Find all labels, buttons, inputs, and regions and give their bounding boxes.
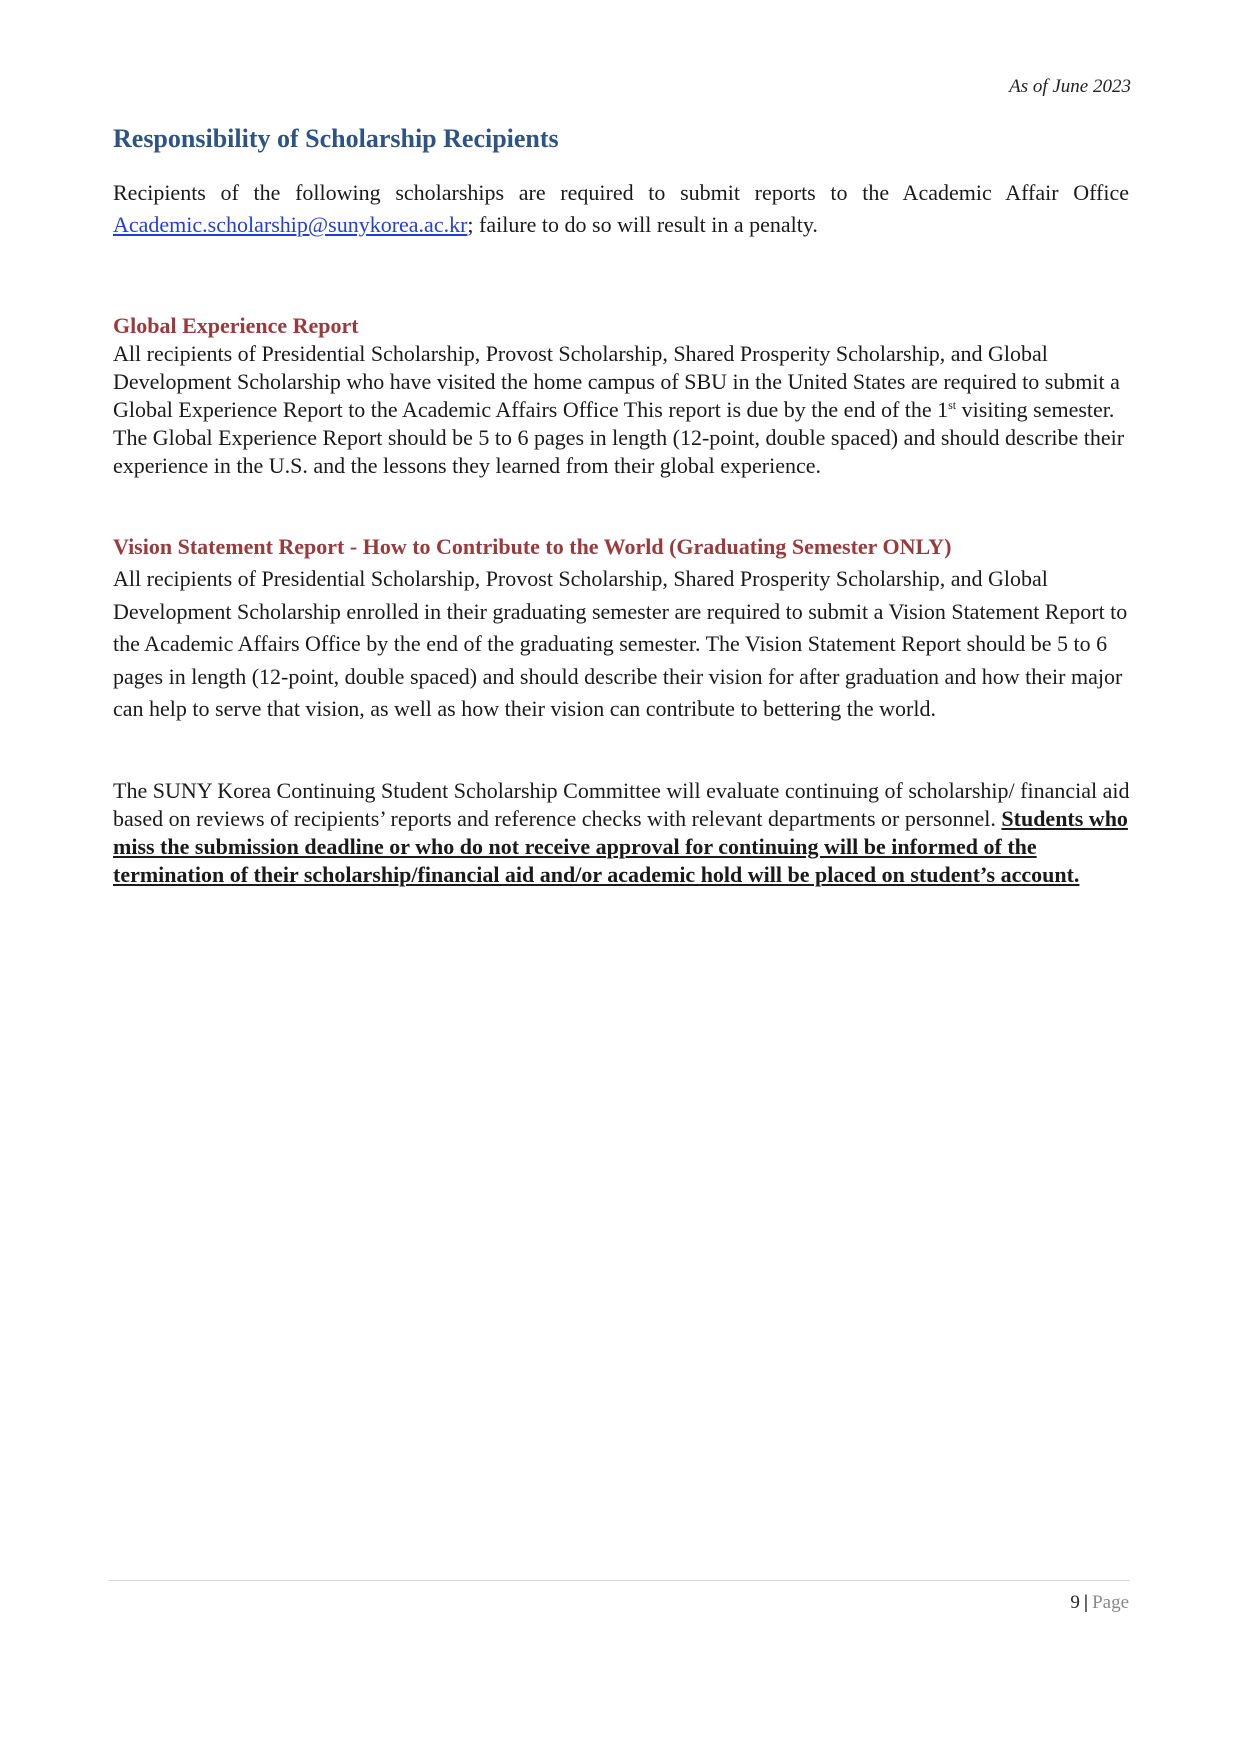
section-title: Responsibility of Scholarship Recipients <box>113 124 559 153</box>
page-footer <box>1070 1592 1129 1614</box>
global-experience-heading: Global Experience Report <box>113 313 359 338</box>
email-link[interactable]: Academic.scholarship@sunykorea.ac.kr <box>113 212 468 237</box>
page-label: Page <box>1092 1592 1129 1613</box>
intro-text-before: Recipients of the following scholarships are required to submit reports to the Academic Affair Office <box>113 180 1129 205</box>
footer-separator: | <box>1083 1592 1089 1613</box>
intro-paragraph <box>113 177 1129 241</box>
vision-statement-heading: Vision Statement Report - How to Contribute to the World (Graduating Semester ONLY) <box>113 534 952 559</box>
footer-divider <box>108 1580 1130 1581</box>
global-experience-text-2: visiting semester. The Global Experience Report should be 5 to 6 pages in length (12-point, double spaced) and should describe their experience in the U.S. and the lessons they learned from their global experience. <box>113 397 1125 478</box>
committee-text: The SUNY Korea Continuing Student Scholarship Committee will evaluate continuing of scholarship/ financial aid based on reviews of recipients’ reports and reference checks with relevant departments or personnel. <box>113 778 1130 831</box>
committee-paragraph <box>113 777 1133 889</box>
vision-statement-body: All recipients of Presidential Scholarship, Provost Scholarship, Shared Prosperity Scholarship, and Global Development Scholarship enrolled in their graduating semester are required to submit a Vision Statement Report to the Academic Affairs Office by the end of the graduating semester. The Vision Statement Report should be 5 to 6 pages in length (12-point, double spaced) and should describe their vision for after graduation and how their major can help to serve that vision, as well as how their vision can contribute to bettering the world. <box>113 566 1128 721</box>
page-number: 9 <box>1070 1592 1080 1613</box>
global-experience-body <box>113 340 1133 480</box>
deadline-warning: Students who miss the submission deadline or who do not receive approval for continuing will be informed of the termination of their scholarship/financial aid and/or academic hold will be placed on student’s account. <box>113 806 1128 887</box>
vision-statement-section <box>113 533 1133 726</box>
document-date: As of June 2023 <box>1009 76 1131 97</box>
ordinal-superscript: st <box>948 398 957 412</box>
global-experience-text-1: All recipients of Presidential Scholarship, Provost Scholarship, Shared Prosperity Scholarship, and Global Development Scholarship who have visited the home campus of SBU in the United States are required to submit a Global Experience Report to the Academic Affairs Office This report is due by the end of the 1 <box>113 341 1120 422</box>
global-experience-section <box>113 312 1133 480</box>
committee-section <box>113 777 1133 889</box>
intro-text-after: ; failure to do so will result in a penalty. <box>467 212 818 237</box>
